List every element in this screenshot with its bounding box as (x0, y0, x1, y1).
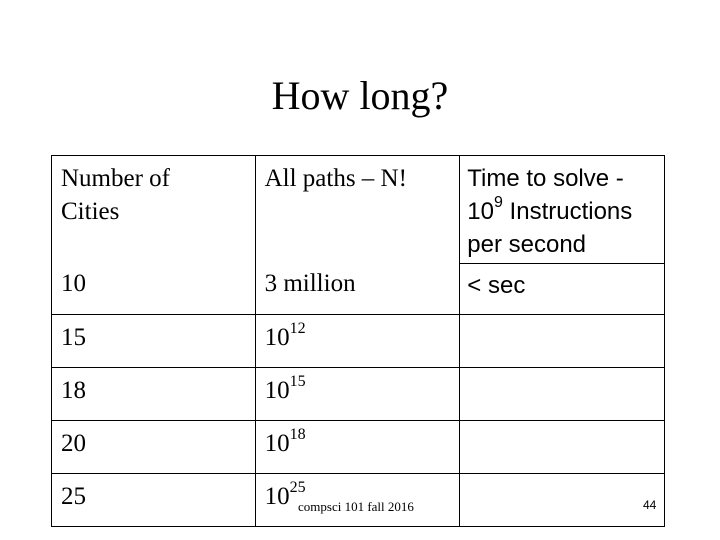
cities-cell: 15 (52, 315, 256, 368)
table-row (52, 421, 665, 474)
table-row (52, 156, 665, 315)
paths-cell: $10^{18}$ (255, 421, 460, 474)
header-time-cell (460, 156, 665, 315)
time-cell (460, 474, 665, 527)
cities-cell: 25 (52, 474, 256, 527)
paths-cell: $10^{25}$ (255, 474, 460, 527)
time-cell (460, 421, 665, 474)
header-time-label-pre: Time to solve - 10 (467, 165, 624, 225)
slide-footer: compsci 101 fall 2016 (298, 499, 414, 514)
header-paths-cell (255, 156, 460, 315)
time-value: < sec (467, 272, 526, 299)
paths-cell: $10^{15}$ (255, 368, 460, 421)
header-paths-label: All paths – N! (264, 165, 407, 192)
time-cell (460, 315, 665, 368)
table-row (52, 315, 665, 368)
header-cities-label: Number of Cities (61, 165, 170, 225)
header-cities-cell (52, 156, 256, 315)
header-time-label-post: Instructions per second (467, 198, 633, 258)
cities-cell: 20 (52, 421, 256, 474)
table-row (52, 368, 665, 421)
cities-value: 10 (61, 270, 86, 297)
paths-cell: $10^{12}$ (255, 315, 460, 368)
header-time-exponent: 9 (493, 194, 503, 211)
slide-title: How long? (271, 73, 449, 118)
cities-cell: 18 (52, 368, 256, 421)
cities-paths-table (51, 155, 665, 527)
page-number: 44 (643, 498, 657, 512)
time-cell (460, 368, 665, 421)
paths-value: 3 million (264, 270, 356, 297)
